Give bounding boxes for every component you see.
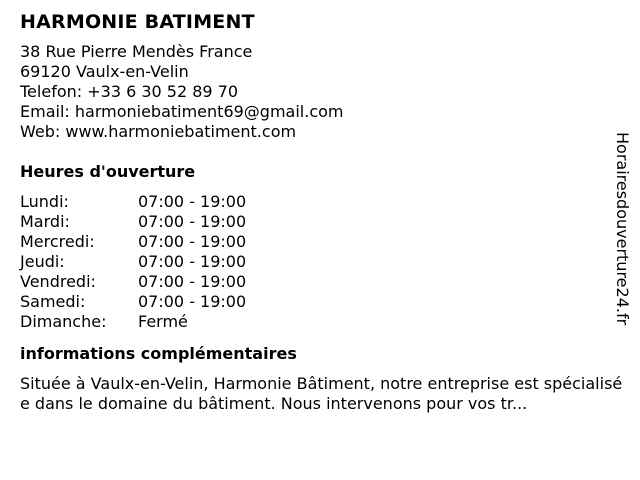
business-name: HARMONIE BATIMENT: [20, 11, 255, 33]
hours-row-friday: [20, 272, 610, 292]
hours-time-value: 07:00 - 19:00: [138, 192, 247, 211]
hours-row-sunday: [20, 312, 610, 332]
brand-watermark-text[interactable]: Horairesdouverture24.fr: [613, 132, 632, 326]
address-line-1: 38 Rue Pierre Mendès France: [20, 42, 253, 61]
hours-day-label: Samedi:: [20, 292, 86, 311]
web-line[interactable]: Web: www.harmoniebatiment.com: [20, 122, 297, 141]
hours-row-wednesday: [20, 232, 610, 252]
email-line[interactable]: Email: harmoniebatiment69@gmail.com: [20, 102, 344, 121]
hours-time-value: 07:00 - 19:00: [138, 272, 247, 291]
hours-day-label: Dimanche:: [20, 312, 107, 331]
hours-row-monday: [20, 192, 610, 212]
info-description: Située à Vaulx-en-Velin, Harmonie Bâtiment, notre entreprise est spécialisée dans le domaine du bâtiment. Nous intervenons pour vos tr...: [20, 374, 623, 413]
info-heading: informations complémentaires: [20, 344, 297, 363]
hours-time-value: 07:00 - 19:00: [138, 292, 247, 311]
hours-heading: Heures d'ouverture: [20, 162, 196, 181]
hours-day-label: Lundi:: [20, 192, 69, 211]
hours-time-value: Fermé: [138, 312, 188, 331]
address-line-2: 69120 Vaulx-en-Velin: [20, 62, 189, 81]
hours-time-value: 07:00 - 19:00: [138, 232, 247, 251]
hours-day-label: Mardi:: [20, 212, 70, 231]
hours-day-label: Mercredi:: [20, 232, 95, 251]
hours-day-label: Jeudi:: [20, 252, 65, 271]
hours-day-label: Vendredi:: [20, 272, 96, 291]
hours-table: [20, 192, 610, 332]
hours-row-tuesday: [20, 212, 610, 232]
hours-time-value: 07:00 - 19:00: [138, 212, 247, 231]
hours-row-thursday: [20, 252, 610, 272]
phone-line[interactable]: Telefon: +33 6 30 52 89 70: [20, 82, 239, 101]
hours-row-saturday: [20, 292, 610, 312]
hours-time-value: 07:00 - 19:00: [138, 252, 247, 271]
